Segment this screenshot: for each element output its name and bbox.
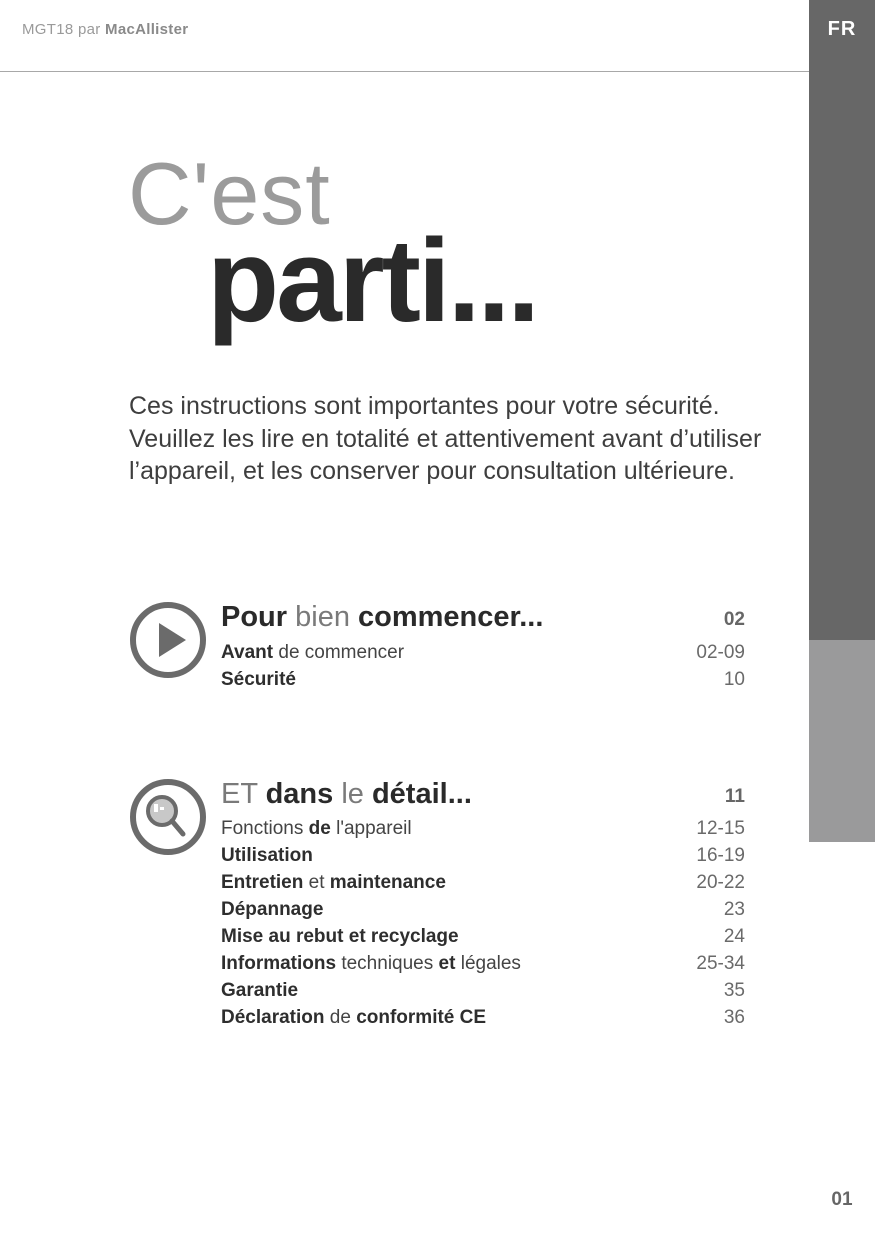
magnifier-icon <box>129 778 207 856</box>
toc-label <box>221 977 298 1004</box>
title-line-1: C'est <box>128 144 331 243</box>
toc-label-rest: de commencer <box>273 642 405 663</box>
toc-label-part: Fonctions <box>221 818 309 839</box>
toc-list <box>221 639 745 693</box>
toc-page: 16-19 <box>696 845 745 866</box>
side-tab-dark <box>809 0 875 640</box>
toc-label-part: Déclaration <box>221 1007 325 1028</box>
toc-label-bold: Utilisation <box>221 845 313 866</box>
toc-page: 02-09 <box>696 642 745 663</box>
document-header <box>22 21 188 38</box>
toc-item[interactable] <box>221 815 745 842</box>
toc-item[interactable] <box>221 923 745 950</box>
section-page-number: 02 <box>723 609 745 630</box>
language-tab: FR <box>827 18 857 40</box>
section-heading <box>221 778 745 812</box>
toc-label-bold: Mise au rebut et recyclage <box>221 926 459 947</box>
toc-label-bold: Garantie <box>221 980 299 1001</box>
heading-part: le <box>333 778 372 810</box>
section-title <box>221 601 543 634</box>
header-model: MGT18 par <box>22 21 101 38</box>
toc-label-part: de <box>324 1007 357 1028</box>
toc-item[interactable] <box>221 666 745 693</box>
toc-label-part: techniques <box>336 953 439 974</box>
toc-label-part: maintenance <box>329 872 446 893</box>
toc-label-bold: Dépannage <box>221 899 324 920</box>
toc-item[interactable] <box>221 869 745 896</box>
toc-label-part: et <box>303 872 330 893</box>
toc-label <box>221 869 446 896</box>
toc-page: 23 <box>723 899 745 920</box>
toc-page: 12-15 <box>696 818 745 839</box>
toc-page: 25-34 <box>696 953 745 974</box>
toc-label-part: Informations <box>221 953 337 974</box>
toc-page: 35 <box>723 980 745 1001</box>
toc-label <box>221 815 412 842</box>
toc-label <box>221 639 404 666</box>
toc-page: 20-22 <box>696 872 745 893</box>
section-heading <box>221 601 745 635</box>
toc-page: 24 <box>723 926 745 947</box>
title-line-2: parti... <box>207 215 538 347</box>
heading-part: ET <box>221 778 266 810</box>
toc-page: 10 <box>723 669 745 690</box>
header-divider <box>0 71 810 72</box>
heading-part: commencer... <box>358 601 544 633</box>
toc-label-part: et <box>438 953 456 974</box>
heading-part: dans <box>265 778 334 810</box>
toc-item[interactable] <box>221 842 745 869</box>
toc-label <box>221 842 313 869</box>
toc-list <box>221 815 745 1031</box>
play-icon <box>129 601 207 679</box>
page-number: 01 <box>831 1189 853 1210</box>
toc-item[interactable] <box>221 950 745 977</box>
toc-label <box>221 950 521 977</box>
toc-label <box>221 666 296 693</box>
section-page-number: 11 <box>724 786 745 807</box>
toc-label-part: de <box>308 818 331 839</box>
heading-part: Pour <box>221 601 288 633</box>
toc-label-bold: Avant <box>221 642 274 663</box>
toc-label-part: l'appareil <box>330 818 412 839</box>
toc-item[interactable] <box>221 639 745 666</box>
heading-part: détail... <box>371 778 472 810</box>
intro-paragraph: Ces instructions sont importantes pour votre sécurité. Veuillez les lire en totalité et attentivement avant d’utiliser l’appareil, et les conserver pour consultation ultérieure. <box>129 392 762 485</box>
toc-label-part: Entretien <box>221 872 304 893</box>
toc-label <box>221 896 323 923</box>
toc-label <box>221 1004 486 1031</box>
section-title <box>221 778 472 811</box>
side-tab-light <box>809 640 875 842</box>
toc-label-part: conformité CE <box>356 1007 487 1028</box>
header-brand: MacAllister <box>105 21 189 38</box>
toc-item[interactable] <box>221 1004 745 1031</box>
toc-item[interactable] <box>221 977 745 1004</box>
toc-label <box>221 923 459 950</box>
toc-item[interactable] <box>221 896 745 923</box>
toc-label-bold: Sécurité <box>221 669 296 690</box>
toc-page: 36 <box>723 1007 745 1028</box>
toc-label-part: légales <box>455 953 521 974</box>
heading-part: bien <box>287 601 359 633</box>
